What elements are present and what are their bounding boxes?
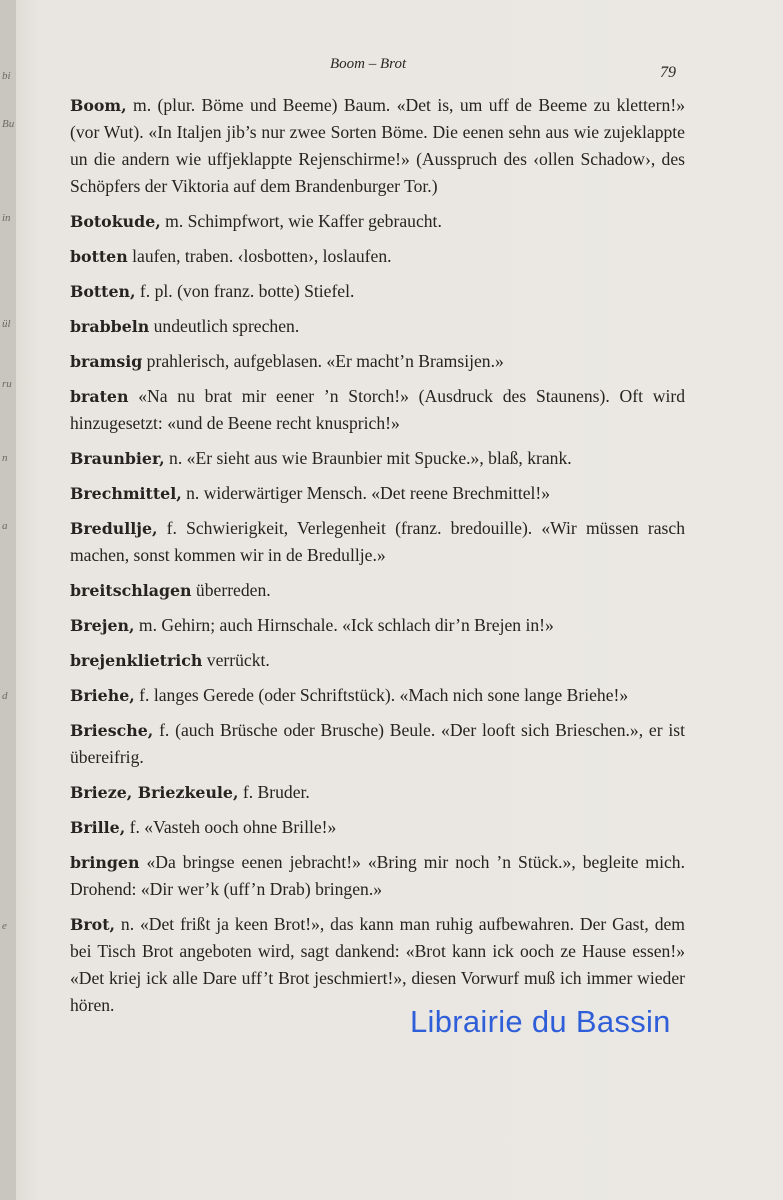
bleed-mark: a bbox=[2, 520, 8, 532]
definition: verrückt. bbox=[202, 650, 270, 670]
definition: m. Gehirn; auch Hirnschale. «Ick schlach dir’n Brejen in!» bbox=[134, 615, 554, 635]
definition: «Da bringse eenen jebracht!» «Bring mir noch ’n Stück.», begleite mich. Drohend: «Dir wer’k (uff’n Drab) bringen.» bbox=[70, 852, 685, 899]
definition: f. Bruder. bbox=[238, 782, 310, 802]
headword: Braunbier, bbox=[70, 449, 165, 468]
bleed-mark: d bbox=[2, 690, 8, 702]
dictionary-entry bbox=[70, 682, 685, 709]
headword: Briehe, bbox=[70, 686, 135, 705]
dictionary-entry bbox=[70, 717, 685, 771]
headword: Boom, bbox=[70, 96, 127, 115]
headword: Botokude, bbox=[70, 212, 161, 231]
dictionary-entry bbox=[70, 383, 685, 437]
definition: f. langes Gerede (oder Schriftstück). «Mach nich sone lange Briehe!» bbox=[134, 685, 629, 705]
page-header bbox=[0, 56, 783, 81]
running-title: Boom – Brot bbox=[330, 56, 407, 72]
definition: m. Schimpfwort, wie Kaffer gebraucht. bbox=[160, 211, 442, 231]
headword: Brille, bbox=[70, 818, 126, 837]
definition: f. (auch Brüsche oder Brusche) Beule. «Der looft sich Brieschen.», er ist übereifrig. bbox=[70, 720, 685, 767]
bleed-mark: ül bbox=[2, 318, 11, 330]
dictionary-entry bbox=[70, 577, 685, 604]
headword: botten bbox=[70, 247, 128, 266]
dictionary-entry bbox=[70, 849, 685, 903]
bleed-mark: n bbox=[2, 452, 8, 464]
definition: n. widerwärtiger Mensch. «Det reene Brechmittel!» bbox=[181, 483, 551, 503]
definition: laufen, traben. ‹losbotten›, loslaufen. bbox=[127, 246, 392, 266]
page-number: 79 bbox=[660, 64, 676, 81]
dictionary-entry bbox=[70, 278, 685, 305]
definition: prahlerisch, aufgeblasen. «Er macht’n Bramsijen.» bbox=[142, 351, 504, 371]
definition: f. «Vasteh ooch ohne Brille!» bbox=[125, 817, 337, 837]
definition: m. (plur. Böme und Beeme) Baum. «Det is, um uff de Beeme zu klettern!» (vor Wut). «In Italjen jib’s nur zwee Sorten Böme. Die eenen sehn aus wie zujeklappte un die andern wie uffjeklappte Rejenschirme!» (Ausspruch des ‹ollen Schadow›, des Schöpfers der Viktoria auf dem Brandenburger Tor.) bbox=[70, 95, 685, 196]
headword: brabbeln bbox=[70, 317, 150, 336]
dictionary-entry bbox=[70, 612, 685, 639]
definition: überreden. bbox=[191, 580, 271, 600]
bleed-mark: ru bbox=[2, 378, 12, 390]
dictionary-entry bbox=[70, 515, 685, 569]
dictionary-entry bbox=[70, 313, 685, 340]
dictionary-entry bbox=[70, 647, 685, 674]
headword: Brot, bbox=[70, 915, 116, 934]
dictionary-entry bbox=[70, 480, 685, 507]
headword: Botten, bbox=[70, 282, 136, 301]
headword: Brieze, Briezkeule, bbox=[70, 783, 239, 802]
headword: brejenklietrich bbox=[70, 651, 203, 670]
dictionary-entry bbox=[70, 348, 685, 375]
facing-page-edge bbox=[0, 0, 16, 1200]
headword: bramsig bbox=[70, 352, 143, 371]
headword: breitschlagen bbox=[70, 581, 192, 600]
bleed-mark: Bu bbox=[2, 118, 15, 130]
headword: braten bbox=[70, 387, 129, 406]
definition: n. «Det frißt ja keen Brot!», das kann man ruhig aufbewahren. Der Gast, dem bei Tisch Brot angeboten wird, sagt dankend: «Brot kann ick ooch ze Hause essen!» «Det kriej ick alle Dare uff’t Brot jeschmiert!», diesen Vorwurf muß ich immer wieder hören. bbox=[70, 914, 685, 1015]
dictionary-entry bbox=[70, 208, 685, 235]
dictionary-entry bbox=[70, 814, 685, 841]
definition: undeutlich sprechen. bbox=[149, 316, 300, 336]
definition: f. Schwierigkeit, Verlegenheit (franz. bredouille). «Wir müssen rasch machen, sonst kommen wir in de Bredullje.» bbox=[70, 518, 685, 565]
dictionary-entry bbox=[70, 243, 685, 270]
dictionary-entries bbox=[70, 92, 685, 1027]
bleed-mark: e bbox=[2, 920, 7, 932]
bleed-mark: bi bbox=[2, 70, 11, 82]
watermark: Librairie du Bassin bbox=[410, 1004, 671, 1039]
dictionary-entry bbox=[70, 779, 685, 806]
headword: Bredullje, bbox=[70, 519, 158, 538]
dictionary-entry bbox=[70, 911, 685, 1019]
dictionary-entry bbox=[70, 445, 685, 472]
definition: f. pl. (von franz. botte) Stiefel. bbox=[135, 281, 355, 301]
headword: Brechmittel, bbox=[70, 484, 182, 503]
headword: bringen bbox=[70, 853, 140, 872]
dictionary-entry bbox=[70, 92, 685, 200]
bleed-mark: in bbox=[2, 212, 11, 224]
headword: Brejen, bbox=[70, 616, 135, 635]
definition: «Na nu brat mir eener ’n Storch!» (Ausdruck des Staunens). Oft wird hinzugesetzt: «und de Beene recht knusprich!» bbox=[70, 386, 685, 433]
definition: n. «Er sieht aus wie Braunbier mit Spucke.», blaß, krank. bbox=[164, 448, 572, 468]
headword: Briesche, bbox=[70, 721, 154, 740]
